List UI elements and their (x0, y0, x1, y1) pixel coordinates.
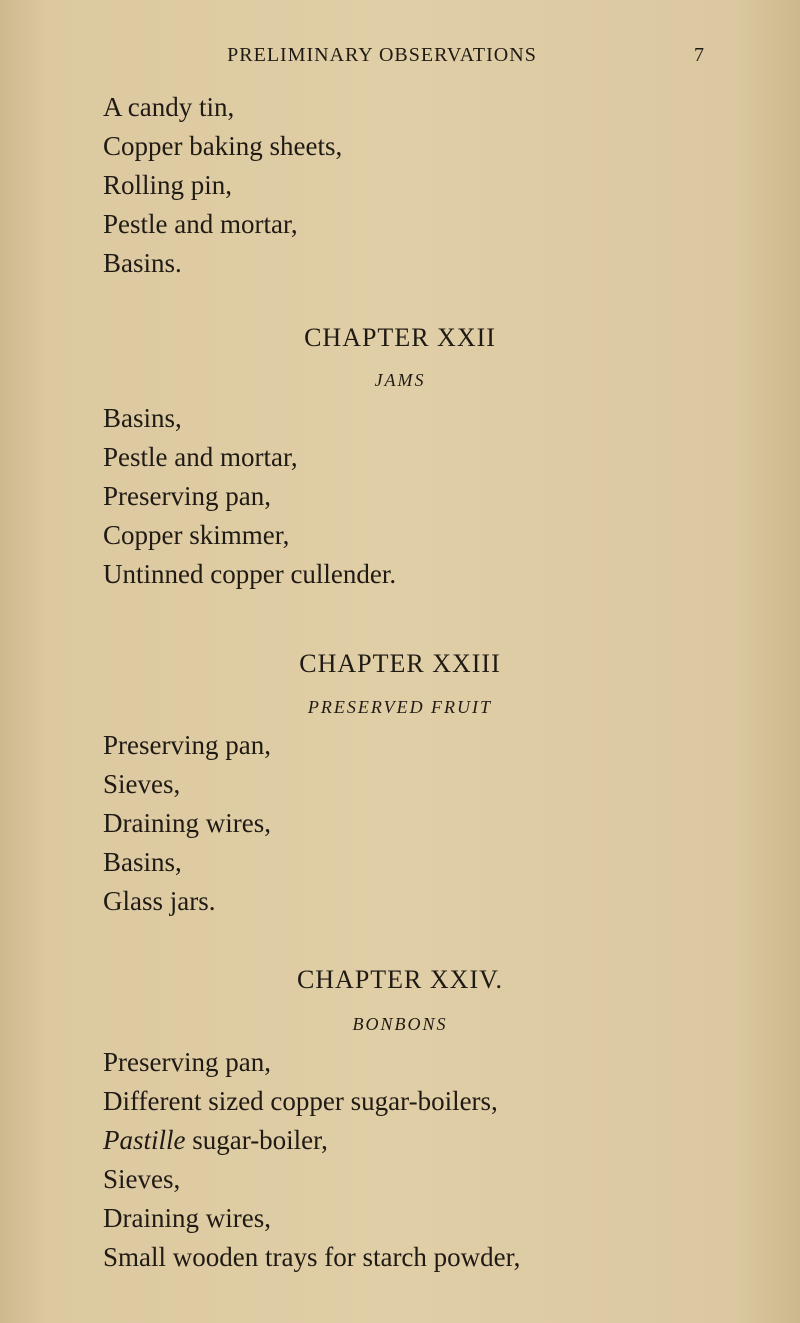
list-item: A candy tin, (103, 92, 235, 122)
list-item: Preserving pan, (103, 1047, 271, 1077)
list-item-rest: sugar-boiler, (192, 1125, 328, 1155)
list-item: Preserving pan, (103, 481, 271, 511)
chapter-subtitle: PRESERVED FRUIT (307, 697, 493, 717)
list-item: Basins, (103, 403, 182, 433)
equipment-list-intro (103, 88, 342, 283)
list-item (103, 1121, 520, 1160)
chapter-subtitle: BONBONS (352, 1014, 448, 1034)
page-number: 7 (694, 44, 704, 66)
italic-term: Pastille (103, 1125, 186, 1155)
equipment-list-preserved-fruit (103, 726, 271, 921)
list-item: Copper baking sheets, (103, 131, 343, 161)
chapter-subtitle: JAMS (374, 370, 426, 390)
list-item: Draining wires, (103, 1203, 271, 1233)
list-item: Basins, (103, 847, 182, 877)
list-item: Copper skimmer, (103, 520, 290, 550)
equipment-list-bonbons (103, 1043, 520, 1277)
list-item: Basins. (103, 248, 182, 278)
list-item: Glass jars. (103, 886, 216, 916)
list-item: Untinned copper cullender. (103, 559, 397, 589)
list-item: Sieves, (103, 1164, 181, 1194)
list-item: Different sized copper sugar-boilers, (103, 1086, 498, 1116)
list-item: Draining wires, (103, 808, 271, 838)
equipment-list-jams (103, 399, 396, 594)
chapter-heading: CHAPTER XXIV. (296, 965, 504, 994)
running-title: PRELIMINARY OBSERVATIONS (227, 44, 537, 66)
chapter-heading: CHAPTER XXII (304, 323, 496, 352)
list-item: Pestle and mortar, (103, 209, 298, 239)
list-item: Sieves, (103, 769, 181, 799)
list-item: Rolling pin, (103, 170, 233, 200)
list-item: Preserving pan, (103, 730, 271, 760)
list-item: Small wooden trays for starch powder, (103, 1242, 521, 1272)
chapter-heading: CHAPTER XXIII (299, 649, 501, 678)
list-item: Pestle and mortar, (103, 442, 298, 472)
